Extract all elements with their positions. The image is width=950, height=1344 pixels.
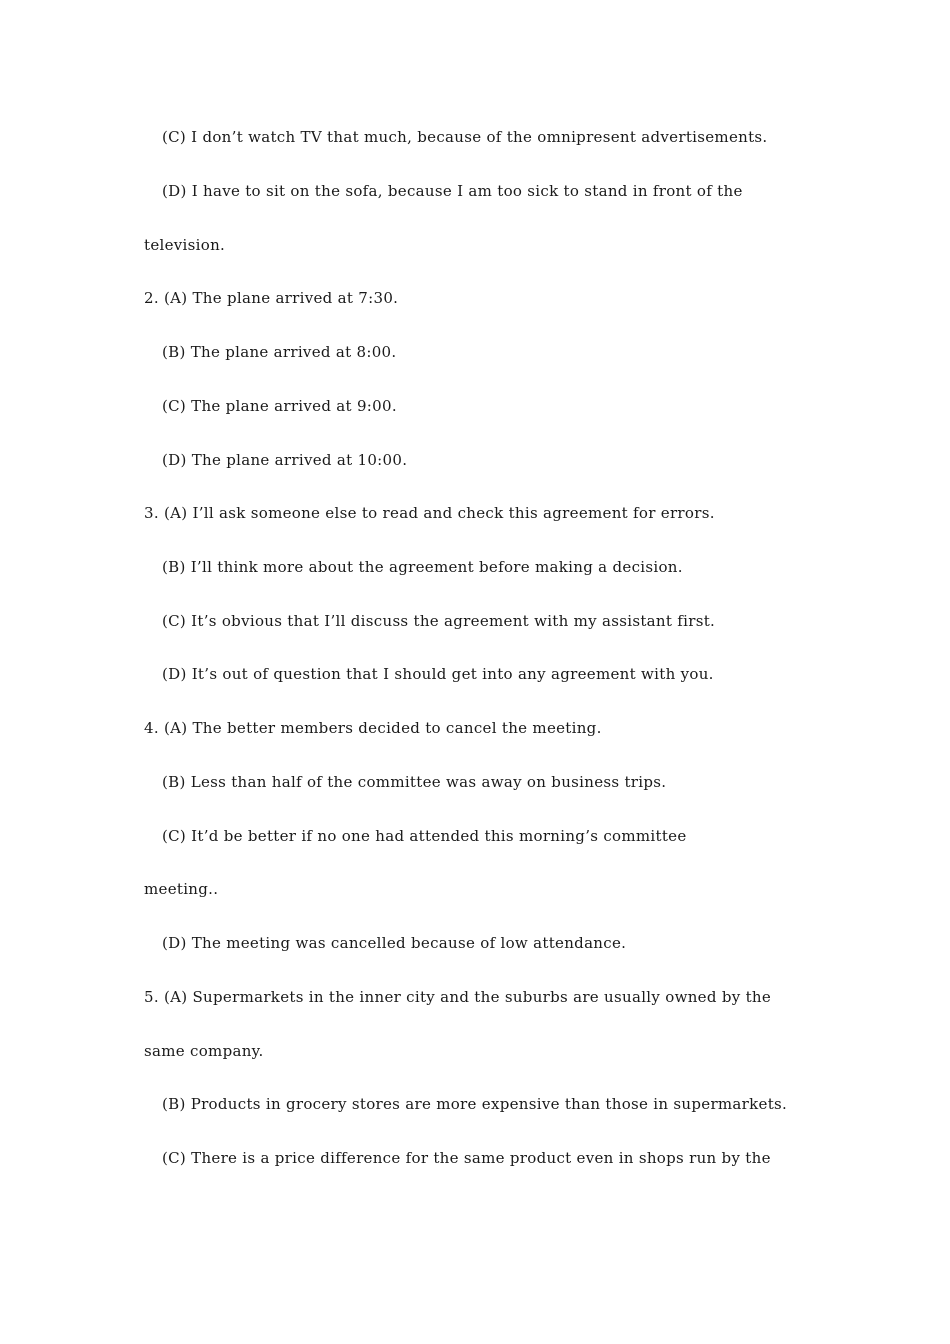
q2-option-a: 2. (A) The plane arrived at 7:30. (144, 289, 399, 307)
q5-option-b: (B) Products in grocery stores are more expensive than those in supermarkets. (162, 1095, 788, 1113)
q2-option-d: (D) The plane arrived at 10:00. (162, 451, 408, 469)
q1-option-d-continued: television. (144, 236, 226, 254)
q3-option-b: (B) I’ll think more about the agreement before making a decision. (162, 558, 683, 576)
q1-option-d: (D) I have to sit on the sofa, because I am too sick to stand in front of the (162, 182, 743, 200)
q4-option-c-continued: meeting.. (144, 880, 219, 898)
q5-option-c: (C) There is a price difference for the same product even in shops run by the (162, 1149, 771, 1167)
q4-option-b: (B) Less than half of the committee was away on business trips. (162, 773, 667, 791)
q1-option-c: (C) I don’t watch TV that much, because of the omnipresent advertisements. (162, 128, 768, 146)
q5-option-a: 5. (A) Supermarkets in the inner city and the suburbs are usually owned by the (144, 988, 772, 1006)
q2-option-c: (C) The plane arrived at 9:00. (162, 397, 397, 415)
q3-option-d: (D) It’s out of question that I should get into any agreement with you. (162, 665, 714, 683)
q3-option-a: 3. (A) I’ll ask someone else to read and check this agreement for errors. (144, 504, 715, 522)
q4-option-a: 4. (A) The better members decided to cancel the meeting. (144, 719, 602, 737)
q4-option-d: (D) The meeting was cancelled because of low attendance. (162, 934, 627, 952)
q5-option-a-continued: same company. (144, 1042, 264, 1060)
q3-option-c: (C) It’s obvious that I’ll discuss the agreement with my assistant first. (162, 612, 716, 630)
q4-option-c: (C) It’d be better if no one had attended this morning’s committee (162, 827, 687, 845)
q2-option-b: (B) The plane arrived at 8:00. (162, 343, 397, 361)
